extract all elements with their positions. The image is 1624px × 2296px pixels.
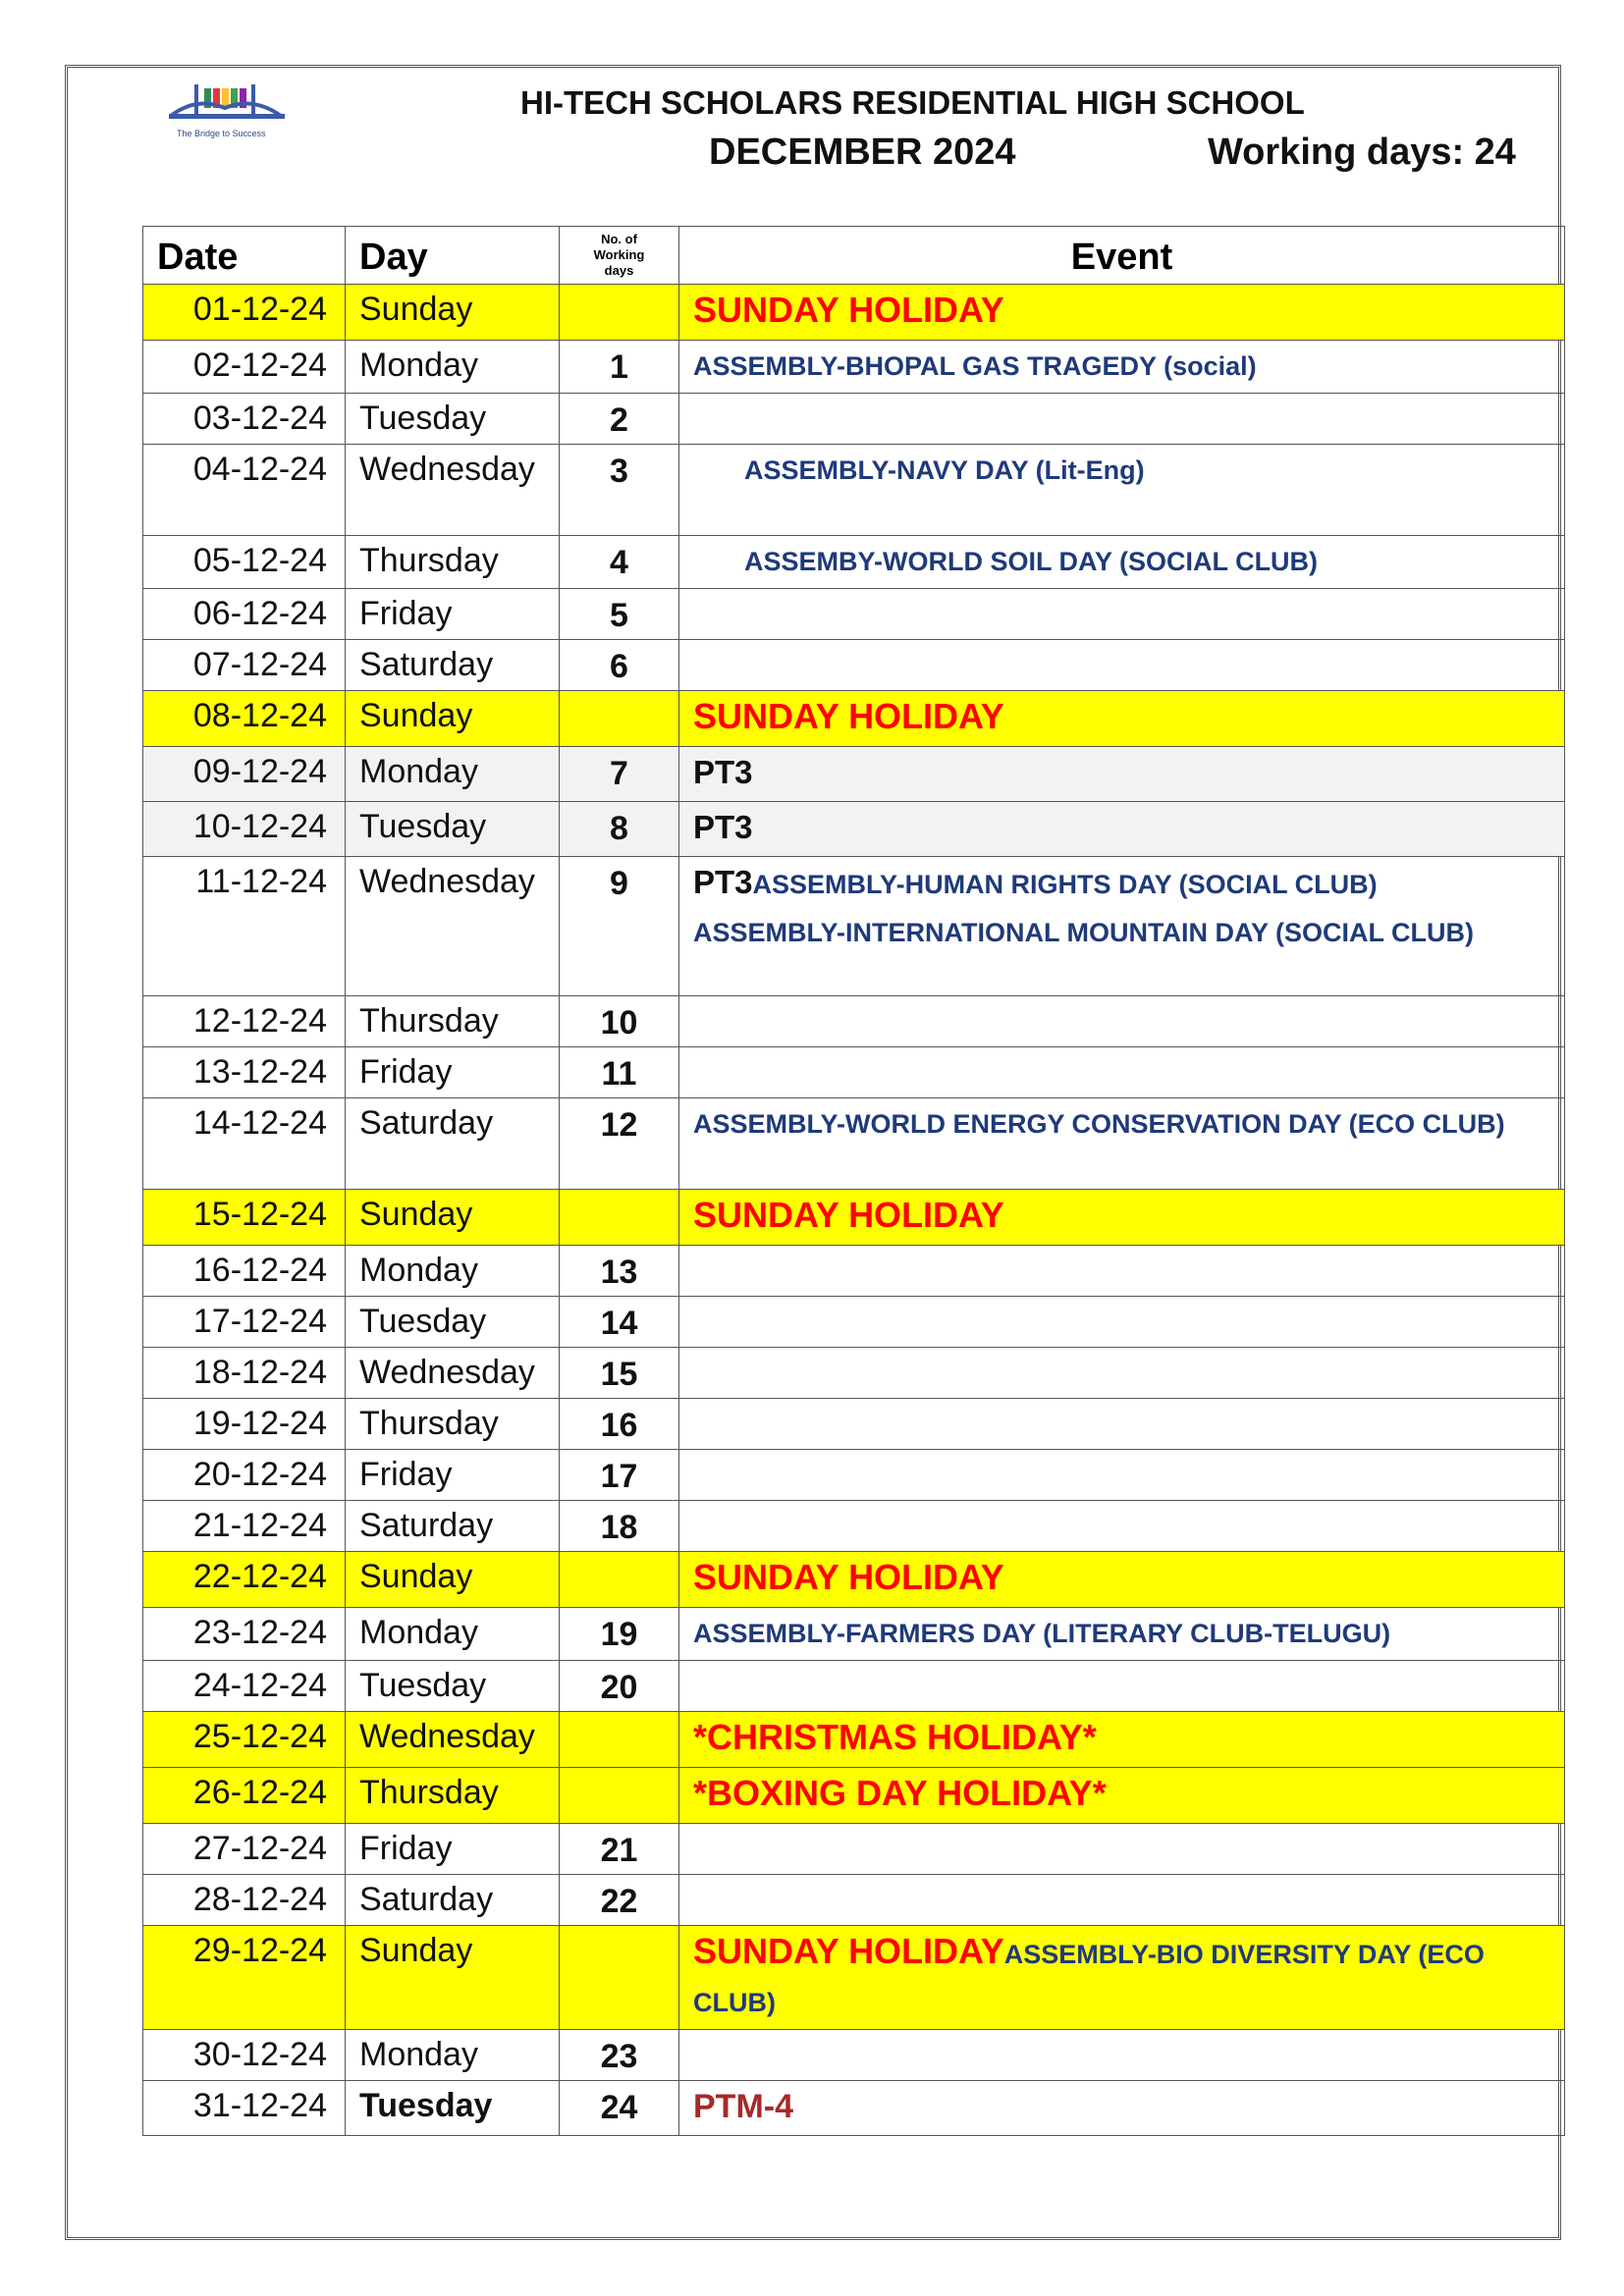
cell-day: Wednesday	[346, 1348, 560, 1399]
table-row	[143, 1661, 1565, 1712]
holiday-label: *BOXING DAY HOLIDAY*	[693, 1773, 1107, 1813]
cell-date: 14-12-24	[143, 1098, 346, 1190]
cell-event	[679, 1552, 1565, 1608]
cell-event	[679, 1608, 1565, 1661]
cell-event	[679, 445, 1565, 536]
cell-date: 08-12-24	[143, 691, 346, 747]
cell-day: Tuesday	[346, 1661, 560, 1712]
cell-date: 26-12-24	[143, 1768, 346, 1824]
cell-event	[679, 341, 1565, 394]
cell-day: Friday	[346, 1824, 560, 1875]
table-row	[143, 341, 1565, 394]
cell-day: Wednesday	[346, 1712, 560, 1768]
cell-day: Saturday	[346, 1098, 560, 1190]
holiday-label: SUNDAY HOLIDAY	[693, 696, 1004, 736]
cell-event	[679, 802, 1565, 857]
table-row	[143, 445, 1565, 536]
cell-working-day-number: 1	[560, 341, 679, 394]
cell-event	[679, 996, 1565, 1047]
cell-date: 02-12-24	[143, 341, 346, 394]
month-title: DECEMBER 2024	[709, 132, 1016, 173]
table-row	[143, 1501, 1565, 1552]
cell-day: Sunday	[346, 285, 560, 341]
cell-event	[679, 640, 1565, 691]
cell-date: 23-12-24	[143, 1608, 346, 1661]
table-row	[143, 857, 1565, 996]
cell-event	[679, 1348, 1565, 1399]
cell-day: Thursday	[346, 536, 560, 589]
cell-date: 19-12-24	[143, 1399, 346, 1450]
cell-day: Monday	[346, 747, 560, 802]
cell-event	[679, 589, 1565, 640]
event-label: PT3	[693, 864, 753, 900]
cell-event	[679, 1661, 1565, 1712]
cell-day: Thursday	[346, 996, 560, 1047]
cell-event	[679, 1450, 1565, 1501]
cell-event	[679, 1297, 1565, 1348]
cell-date: 13-12-24	[143, 1047, 346, 1098]
table-header-row	[143, 227, 1565, 285]
cell-day: Monday	[346, 2030, 560, 2081]
cell-working-day-number: 21	[560, 1824, 679, 1875]
cell-event	[679, 1098, 1565, 1190]
cell-day: Sunday	[346, 691, 560, 747]
cell-event	[679, 1875, 1565, 1926]
table-row	[143, 640, 1565, 691]
event-label: PTM-4	[693, 2088, 793, 2125]
table-row	[143, 1047, 1565, 1098]
cell-day: Thursday	[346, 1768, 560, 1824]
cell-date: 01-12-24	[143, 285, 346, 341]
holiday-label: SUNDAY HOLIDAY	[693, 1557, 1004, 1597]
working-days-total: Working days: 24	[1208, 132, 1516, 173]
cell-date: 11-12-24	[143, 857, 346, 996]
cell-day: Friday	[346, 589, 560, 640]
cell-working-day-number: 5	[560, 589, 679, 640]
table-row	[143, 1824, 1565, 1875]
cell-date: 27-12-24	[143, 1824, 346, 1875]
event-label: PT3	[693, 754, 753, 790]
cell-date: 21-12-24	[143, 1501, 346, 1552]
cell-date: 07-12-24	[143, 640, 346, 691]
cell-date: 22-12-24	[143, 1552, 346, 1608]
cell-event	[679, 1768, 1565, 1824]
logo-tagline: The Bridge to Success	[177, 129, 266, 138]
holiday-label: SUNDAY HOLIDAY	[693, 1195, 1004, 1235]
table-row	[143, 1768, 1565, 1824]
header-working-days: No. of Working days	[560, 227, 679, 285]
assembly-event: ASSEMBLY-WORLD ENERGY CONSERVATION DAY (ECO CLUB)	[693, 1109, 1505, 1139]
cell-date: 12-12-24	[143, 996, 346, 1047]
cell-day: Monday	[346, 1246, 560, 1297]
holiday-label: SUNDAY HOLIDAY	[693, 290, 1004, 330]
cell-working-day-number	[560, 1712, 679, 1768]
cell-event	[679, 1824, 1565, 1875]
cell-date: 28-12-24	[143, 1875, 346, 1926]
cell-working-day-number: 16	[560, 1399, 679, 1450]
table-row	[143, 1712, 1565, 1768]
header-event: Event	[679, 227, 1565, 285]
cell-event	[679, 1190, 1565, 1246]
cell-event	[679, 691, 1565, 747]
cell-event	[679, 2030, 1565, 2081]
cell-day: Monday	[346, 341, 560, 394]
cell-day: Sunday	[346, 1190, 560, 1246]
table-row	[143, 802, 1565, 857]
cell-working-day-number: 24	[560, 2081, 679, 2136]
table-row	[143, 285, 1565, 341]
cell-event	[679, 1501, 1565, 1552]
cell-working-day-number: 14	[560, 1297, 679, 1348]
cell-date: 03-12-24	[143, 394, 346, 445]
table-row	[143, 996, 1565, 1047]
cell-working-day-number	[560, 1768, 679, 1824]
table-row	[143, 2081, 1565, 2136]
cell-day: Tuesday	[346, 802, 560, 857]
cell-event	[679, 1712, 1565, 1768]
cell-working-day-number: 7	[560, 747, 679, 802]
cell-working-day-number: 2	[560, 394, 679, 445]
cell-date: 09-12-24	[143, 747, 346, 802]
cell-date: 29-12-24	[143, 1926, 346, 2030]
cell-working-day-number	[560, 1926, 679, 2030]
cell-working-day-number: 17	[560, 1450, 679, 1501]
cell-working-day-number: 4	[560, 536, 679, 589]
cell-working-day-number: 9	[560, 857, 679, 996]
table-row	[143, 1246, 1565, 1297]
cell-working-day-number: 10	[560, 996, 679, 1047]
assembly-event: ASSEMBLY-INTERNATIONAL MOUNTAIN DAY (SOCIAL CLUB)	[693, 918, 1475, 947]
cell-event	[679, 1246, 1565, 1297]
cell-working-day-number: 13	[560, 1246, 679, 1297]
cell-working-day-number: 23	[560, 2030, 679, 2081]
cell-day: Thursday	[346, 1399, 560, 1450]
cell-date: 20-12-24	[143, 1450, 346, 1501]
cell-working-day-number: 22	[560, 1875, 679, 1926]
table-row	[143, 1190, 1565, 1246]
cell-event	[679, 747, 1565, 802]
cell-date: 24-12-24	[143, 1661, 346, 1712]
table-row	[143, 2030, 1565, 2081]
table-row	[143, 1608, 1565, 1661]
cell-day: Tuesday	[346, 2081, 560, 2136]
cell-event	[679, 1047, 1565, 1098]
cell-event	[679, 394, 1565, 445]
cell-working-day-number: 8	[560, 802, 679, 857]
cell-date: 10-12-24	[143, 802, 346, 857]
cell-event	[679, 285, 1565, 341]
cell-date: 15-12-24	[143, 1190, 346, 1246]
cell-date: 04-12-24	[143, 445, 346, 536]
cell-day: Sunday	[346, 1926, 560, 2030]
cell-day: Tuesday	[346, 1297, 560, 1348]
cell-working-day-number: 11	[560, 1047, 679, 1098]
assembly-event: ASSEMBLY-FARMERS DAY (LITERARY CLUB-TELUGU)	[693, 1619, 1391, 1648]
cell-day: Friday	[346, 1450, 560, 1501]
cell-working-day-number	[560, 1190, 679, 1246]
calendar-table	[142, 226, 1565, 2136]
cell-event	[679, 1926, 1565, 2030]
cell-date: 16-12-24	[143, 1246, 346, 1297]
table-row	[143, 1297, 1565, 1348]
cell-date: 31-12-24	[143, 2081, 346, 2136]
cell-event	[679, 2081, 1565, 2136]
table-row	[143, 1875, 1565, 1926]
cell-day: Monday	[346, 1608, 560, 1661]
table-row	[143, 1348, 1565, 1399]
cell-day: Wednesday	[346, 857, 560, 996]
table-row	[143, 1926, 1565, 2030]
cell-working-day-number: 12	[560, 1098, 679, 1190]
assembly-event: ASSEMBLY-NAVY DAY (Lit-Eng)	[744, 455, 1145, 485]
table-row	[143, 1399, 1565, 1450]
table-row	[143, 394, 1565, 445]
cell-day: Sunday	[346, 1552, 560, 1608]
cell-working-day-number: 18	[560, 1501, 679, 1552]
table-row	[143, 1098, 1565, 1190]
cell-working-day-number	[560, 285, 679, 341]
cell-day: Tuesday	[346, 394, 560, 445]
cell-working-day-number: 6	[560, 640, 679, 691]
cell-date: 25-12-24	[143, 1712, 346, 1768]
cell-date: 30-12-24	[143, 2030, 346, 2081]
cell-day: Saturday	[346, 1875, 560, 1926]
assembly-event: ASSEMBLY-BIO DIVERSITY DAY (ECO CLUB)	[693, 1940, 1485, 2017]
cell-event	[679, 1399, 1565, 1450]
table-row	[143, 589, 1565, 640]
holiday-label: *CHRISTMAS HOLIDAY*	[693, 1717, 1097, 1757]
cell-working-day-number	[560, 1552, 679, 1608]
assembly-event: ASSEMBLY-HUMAN RIGHTS DAY (SOCIAL CLUB)	[752, 870, 1378, 899]
school-title: HI-TECH SCHOLARS RESIDENTIAL HIGH SCHOOL	[520, 84, 1305, 121]
table-row	[143, 1552, 1565, 1608]
cell-day: Saturday	[346, 640, 560, 691]
cell-day: Wednesday	[346, 445, 560, 536]
assembly-event: ASSEMBLY-BHOPAL GAS TRAGEDY (social)	[693, 351, 1257, 381]
cell-date: 05-12-24	[143, 536, 346, 589]
table-row	[143, 1450, 1565, 1501]
cell-date: 06-12-24	[143, 589, 346, 640]
cell-event	[679, 536, 1565, 589]
cell-date: 17-12-24	[143, 1297, 346, 1348]
table-row	[143, 691, 1565, 747]
cell-working-day-number: 3	[560, 445, 679, 536]
cell-date: 18-12-24	[143, 1348, 346, 1399]
assembly-event: ASSEMBY-WORLD SOIL DAY (SOCIAL CLUB)	[744, 547, 1319, 576]
cell-day: Friday	[346, 1047, 560, 1098]
header-date: Date	[143, 227, 346, 285]
cell-working-day-number: 20	[560, 1661, 679, 1712]
event-label: PT3	[693, 809, 753, 845]
cell-working-day-number: 19	[560, 1608, 679, 1661]
cell-working-day-number	[560, 691, 679, 747]
cell-event	[679, 857, 1565, 996]
cell-working-day-number: 15	[560, 1348, 679, 1399]
table-row	[143, 536, 1565, 589]
holiday-label: SUNDAY HOLIDAY	[693, 1931, 1004, 1971]
header-day: Day	[346, 227, 560, 285]
table-row	[143, 747, 1565, 802]
cell-day: Saturday	[346, 1501, 560, 1552]
